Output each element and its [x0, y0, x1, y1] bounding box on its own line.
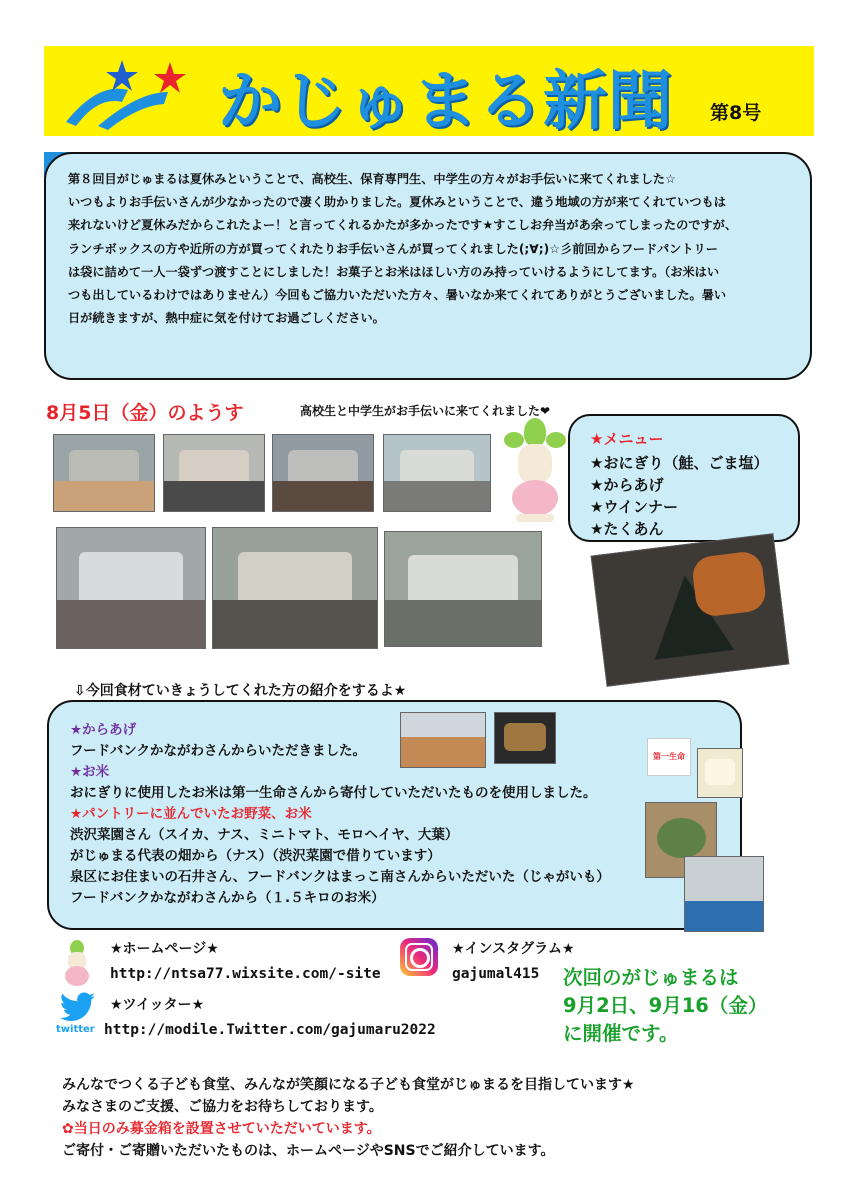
instagram-label: ★インスタグラム★	[452, 941, 575, 957]
twitter-link[interactable]: http://modile.Twitter.com/gajumaru2022	[104, 1022, 436, 1038]
rice-text: おにぎりに使用したお米は第一生命さんから寄付していただいたものを使用しました。	[70, 785, 597, 801]
intro-line: ランチボックスの方や近所の方が買ってくれたりお手伝いさんが買ってくれました(;∀;)☆彡前回からフードパントリー	[68, 241, 718, 256]
pantry-photo	[684, 856, 764, 932]
vegetables-line: フードバンクかながわさんから（１.５キロのお米）	[70, 890, 385, 906]
mascot-small	[60, 940, 94, 988]
photo	[212, 527, 378, 649]
sources-intro: ⇩今回食材ていきょうしてくれた方の紹介をするよ★	[74, 683, 407, 699]
sponsor-logo: 第一生命	[647, 738, 691, 776]
next-event	[563, 964, 767, 1048]
photo	[163, 434, 265, 512]
vegetables-line: がじゅまる代表の畑から（ナス）（渋沢菜園で借りています）	[70, 848, 441, 864]
newspaper-title: かじゅまる新聞	[218, 65, 673, 139]
photo	[384, 531, 542, 647]
vegetables-heading: ★パントリーに並んでいたお野菜、お米	[70, 806, 312, 822]
day-title: 8月5日（金）のようす	[46, 402, 244, 424]
vegetables-line: 渋沢菜園さん（スイカ、ナス、ミニトマト、モロヘイヤ、大葉）	[70, 827, 459, 843]
karaage-text: フードバンクかながわさんからいただきました。	[70, 743, 367, 759]
intro-line: いつもよりお手伝いさんが少なかったので凄く助かりました。夏休みということで、違う地域の方が来てくれていつもは	[68, 195, 726, 210]
karaage-heading: ★からあげ	[70, 722, 137, 738]
twitter-wordmark: twitter	[56, 1024, 95, 1035]
bento-photo	[591, 533, 790, 686]
homepage-link[interactable]: http://ntsa77.wixsite.com/-site	[110, 966, 381, 982]
intro-line: 第８回目がじゅまるは夏休みということで、高校生、保育専門生、中学生の方々がお手伝いに来てくれました☆	[68, 172, 676, 186]
next-event-line: に開催です。	[563, 1022, 679, 1045]
photo	[53, 434, 155, 512]
footer-line: みなさまのご支援、ご協力をお待ちしております。	[62, 1099, 383, 1115]
shooting-stars-logo	[58, 52, 198, 132]
menu-item: ★からあげ	[590, 476, 664, 494]
menu-item: ★たくあん	[590, 520, 664, 538]
twitter-label: ★ツイッター★	[110, 997, 205, 1013]
vegetables-line: 泉区にお住まいの石井さん、フードバンクはまっこ南さんからいただいた（じゃがいも）	[70, 869, 610, 885]
footer-line: ご寄付・ご寄贈いただいたものは、ホームページやSNSでご紹介しています。	[62, 1143, 555, 1159]
twitter-icon	[60, 992, 96, 1022]
karaage-photo	[400, 712, 486, 768]
footer-line: みんなでつくる子ども食堂、みんなが笑顔になる子ども食堂がじゅまるを目指しています★	[62, 1077, 635, 1093]
intro-text	[68, 168, 788, 330]
photo	[56, 527, 206, 649]
karaage-package-photo	[494, 712, 556, 764]
intro-line: つも出しているわけではありません）今回もご協力いただいた方々、暑いなか来てくれてありがとうございました。暑い	[68, 288, 727, 303]
rice-heading: ★お米	[70, 764, 110, 780]
rice-bag-photo	[697, 748, 743, 798]
intro-line: 来れないけど夏休みだからこれたよー！と言ってくれるかたが多かったです★すこしお弁当があ余ってしまったのですが、	[68, 218, 738, 233]
instagram-icon	[400, 938, 438, 976]
menu-item: ★ウインナー	[590, 498, 678, 516]
intro-line: は袋に詰めて一人一袋ずつ渡すことにしました！お菓子とお米はほしい方のみ持っていけるようにしてます。（お米はい	[68, 264, 720, 279]
next-event-line: 9月2日、9月16（金）	[563, 994, 768, 1017]
intro-line: 日が続きますが、熱中症に気を付けてお過ごしください。	[68, 311, 385, 326]
menu-item: ★おにぎり（鮭、ごま塩）	[590, 454, 769, 472]
helpers-caption: 高校生と中学生がお手伝いに来てくれました❤	[300, 404, 551, 418]
mascot-character	[500, 418, 570, 526]
photo	[383, 434, 491, 512]
homepage-label: ★ホームページ★	[110, 941, 219, 957]
menu-title: ★メニュー	[590, 430, 664, 448]
photo	[272, 434, 374, 512]
next-event-line: 次回のがじゅまるは	[563, 966, 739, 989]
footer-donation-notice: ✿当日のみ募金箱を設置させていただいています。	[62, 1121, 381, 1137]
issue-number: 第8号	[710, 102, 762, 124]
instagram-handle[interactable]: gajumal415	[452, 966, 540, 982]
